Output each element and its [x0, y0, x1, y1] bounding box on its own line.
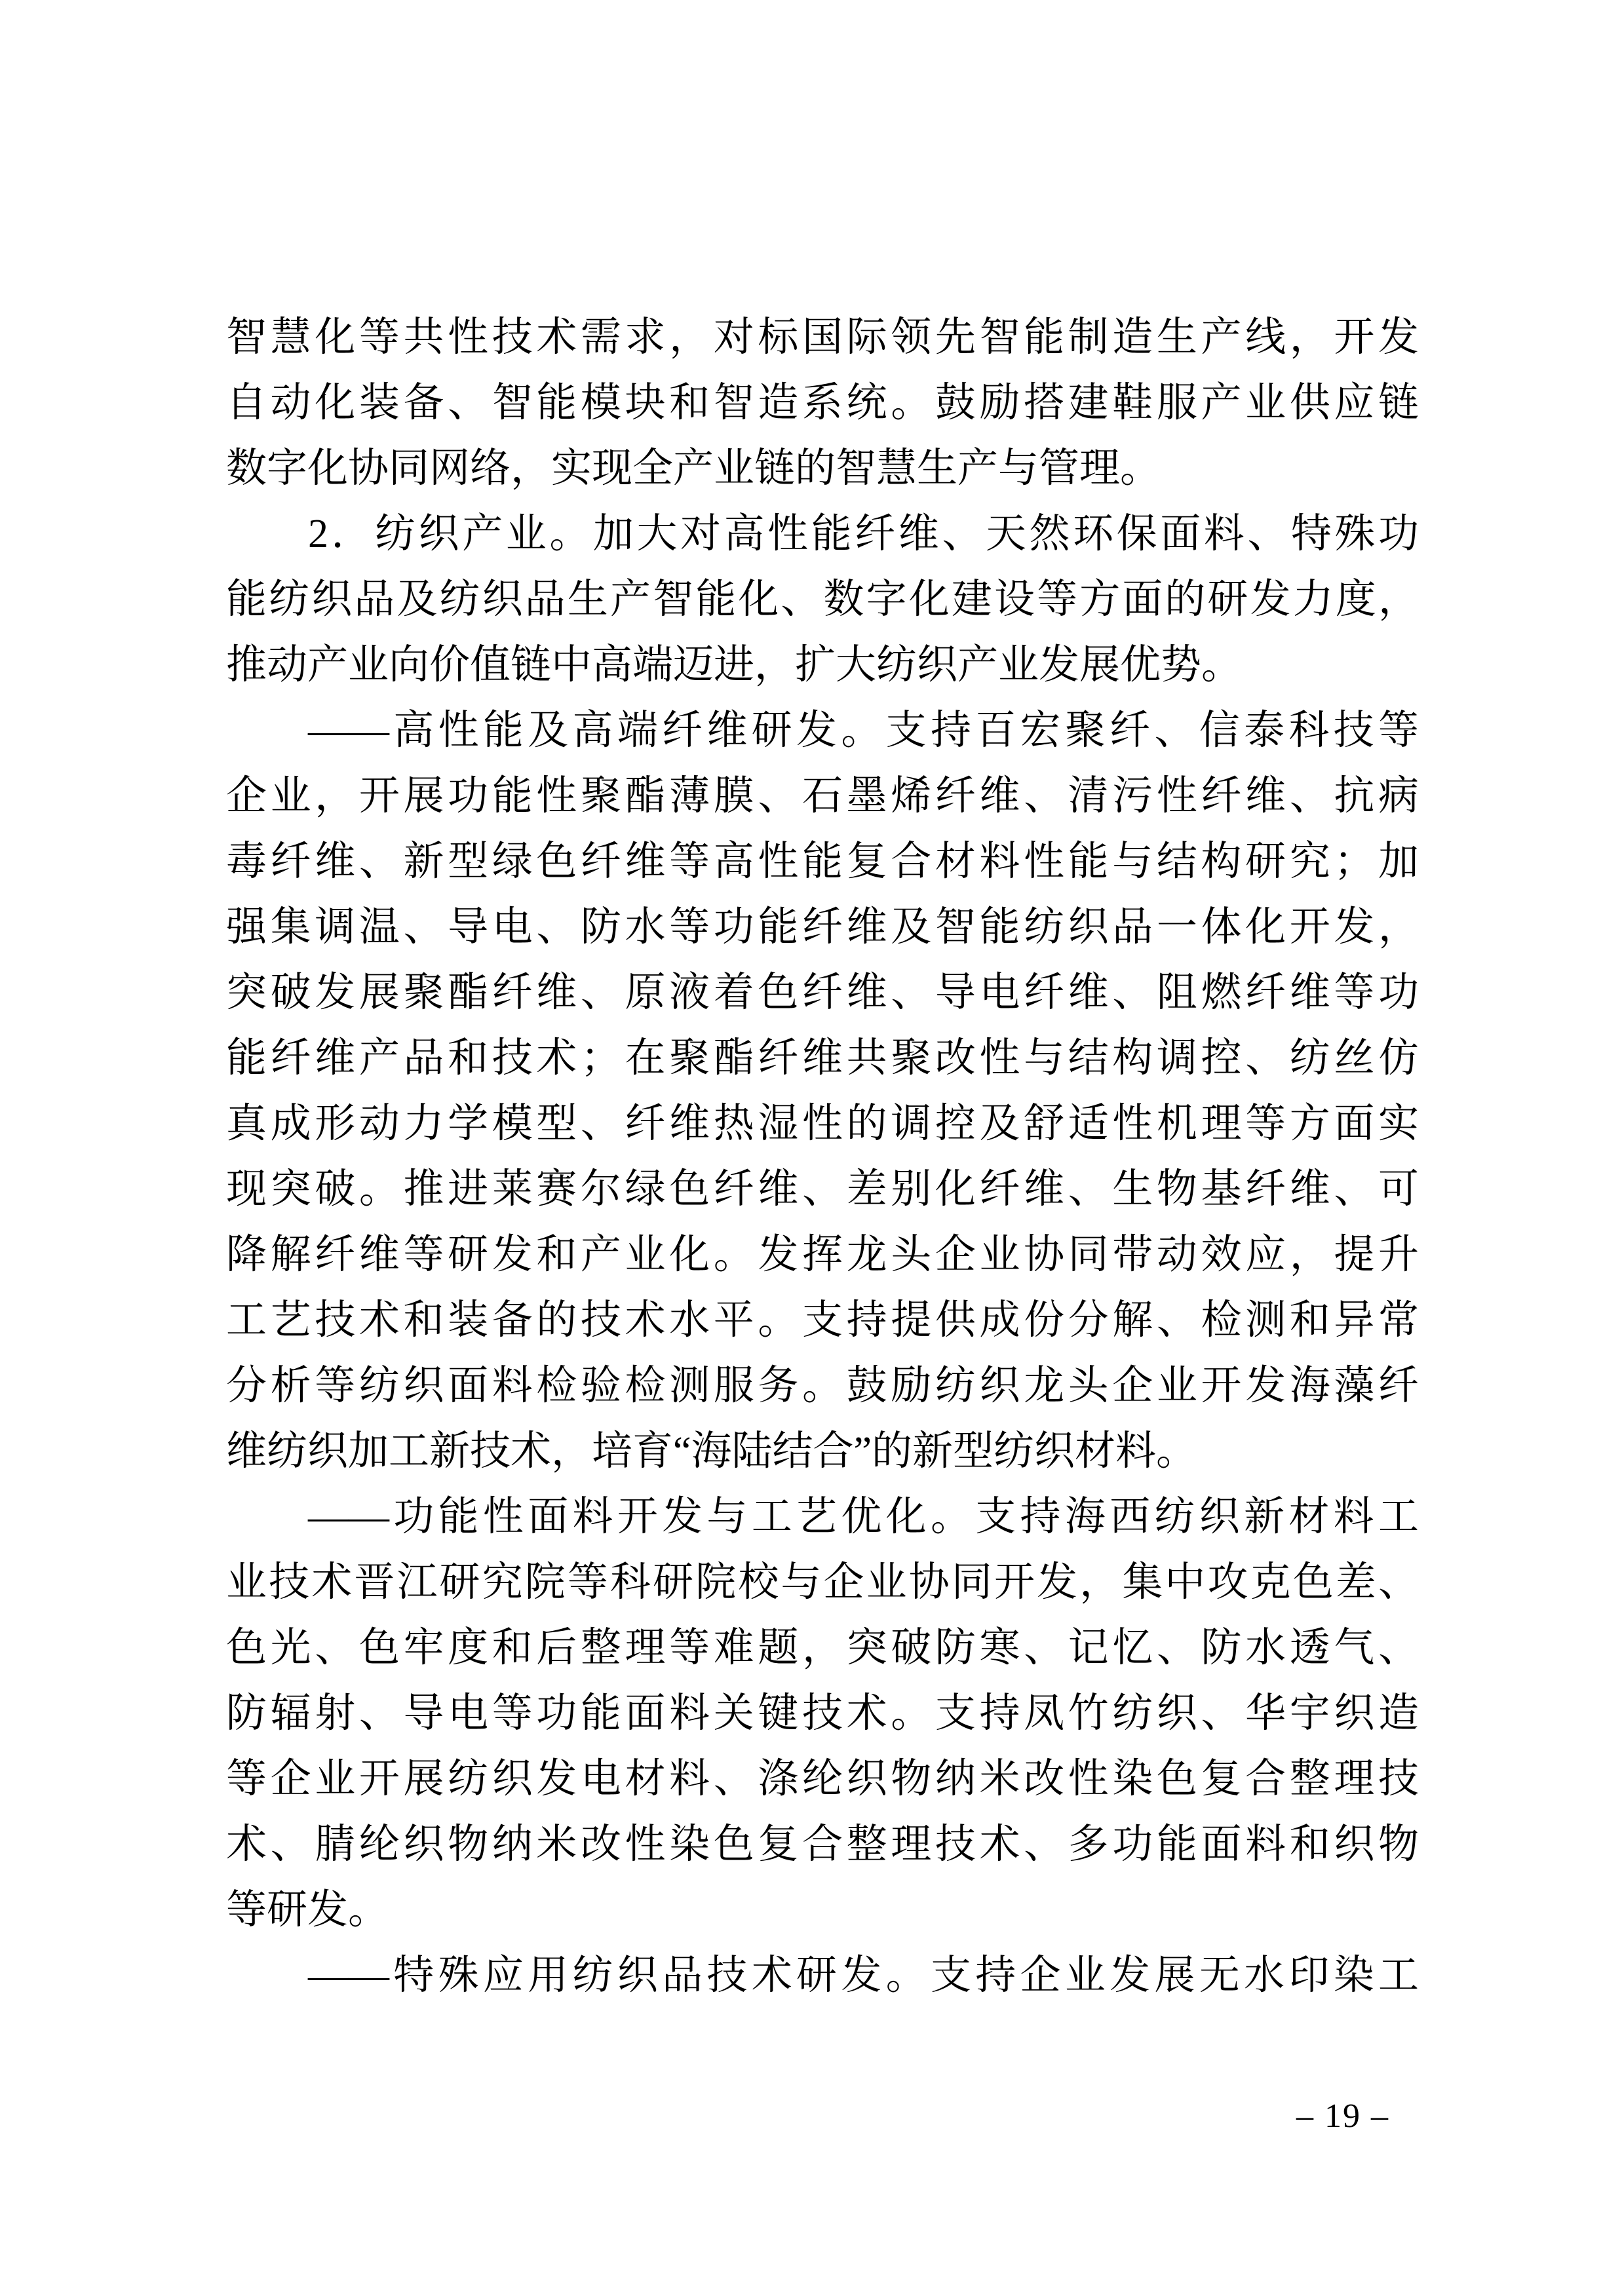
document-line: 等研发。 — [226, 1888, 389, 1932]
document-line: 2．纺织产业。加大对高性能纤维、天然环保面料、特殊功 — [308, 512, 1419, 556]
document-line: 能纺织品及纺织品生产智能化、数字化建设等方面的研发力度， — [226, 577, 1419, 622]
document-line: 企业，开展功能性聚酯薄膜、石墨烯纤维、清污性纤维、抗病 — [226, 774, 1419, 818]
document-line: 分析等纺织面料检验检测服务。鼓励纺织龙头企业开发海藻纤 — [226, 1364, 1419, 1408]
document-line: ——功能性面料开发与工艺优化。支持海西纺织新材料工 — [308, 1495, 1419, 1539]
document-line: 术、腈纶织物纳米改性染色复合整理技术、多功能面料和织物 — [226, 1822, 1419, 1867]
document-line: 智慧化等共性技术需求，对标国际领先智能制造生产线，开发 — [226, 315, 1419, 360]
document-line: 毒纤维、新型绿色纤维等高性能复合材料性能与结构研究；加 — [226, 839, 1419, 884]
document-line: 维纺织加工新技术，培育“海陆结合”的新型纺织材料。 — [226, 1429, 1197, 1474]
page-number: – 19 – — [1296, 2097, 1389, 2135]
text-block — [226, 305, 1419, 2008]
document-line: 防辐射、导电等功能面料关键技术。支持凤竹纺织、华宇织造 — [226, 1691, 1419, 1736]
document-line: 真成形动力学模型、纤维热湿性的调控及舒适性机理等方面实 — [226, 1101, 1419, 1146]
document-line: ——高性能及高端纤维研发。支持百宏聚纤、信泰科技等 — [308, 708, 1419, 753]
document-line: ——特殊应用纺织品技术研发。支持企业发展无水印染工 — [308, 1953, 1419, 1998]
document-line: 现突破。推进莱赛尔绿色纤维、差别化纤维、生物基纤维、可 — [226, 1167, 1419, 1212]
document-line: 工艺技术和装备的技术水平。支持提供成份分解、检测和异常 — [226, 1298, 1419, 1343]
document-line: 推动产业向价值链中高端迈进，扩大纺织产业发展优势。 — [226, 643, 1243, 687]
document-line: 降解纤维等研发和产业化。发挥龙头企业协同带动效应，提升 — [226, 1233, 1419, 1277]
document-line: 自动化装备、智能模块和智造系统。鼓励搭建鞋服产业供应链 — [226, 381, 1419, 425]
document-line: 数字化协同网络，实现全产业链的智慧生产与管理。 — [226, 446, 1161, 491]
document-line: 业技术晋江研究院等科研院校与企业协同开发，集中攻克色差、 — [226, 1560, 1419, 1605]
document-line: 强集调温、导电、防水等功能纤维及智能纺织品一体化开发， — [226, 905, 1419, 949]
document-line: 突破发展聚酯纤维、原液着色纤维、导电纤维、阻燃纤维等功 — [226, 970, 1419, 1015]
document-line: 能纤维产品和技术；在聚酯纤维共聚改性与结构调控、纺丝仿 — [226, 1036, 1419, 1081]
document-line: 色光、色牢度和后整理等难题，突破防寒、记忆、防水透气、 — [226, 1626, 1419, 1670]
document-line: 等企业开展纺织发电材料、涤纶织物纳米改性染色复合整理技 — [226, 1757, 1419, 1801]
